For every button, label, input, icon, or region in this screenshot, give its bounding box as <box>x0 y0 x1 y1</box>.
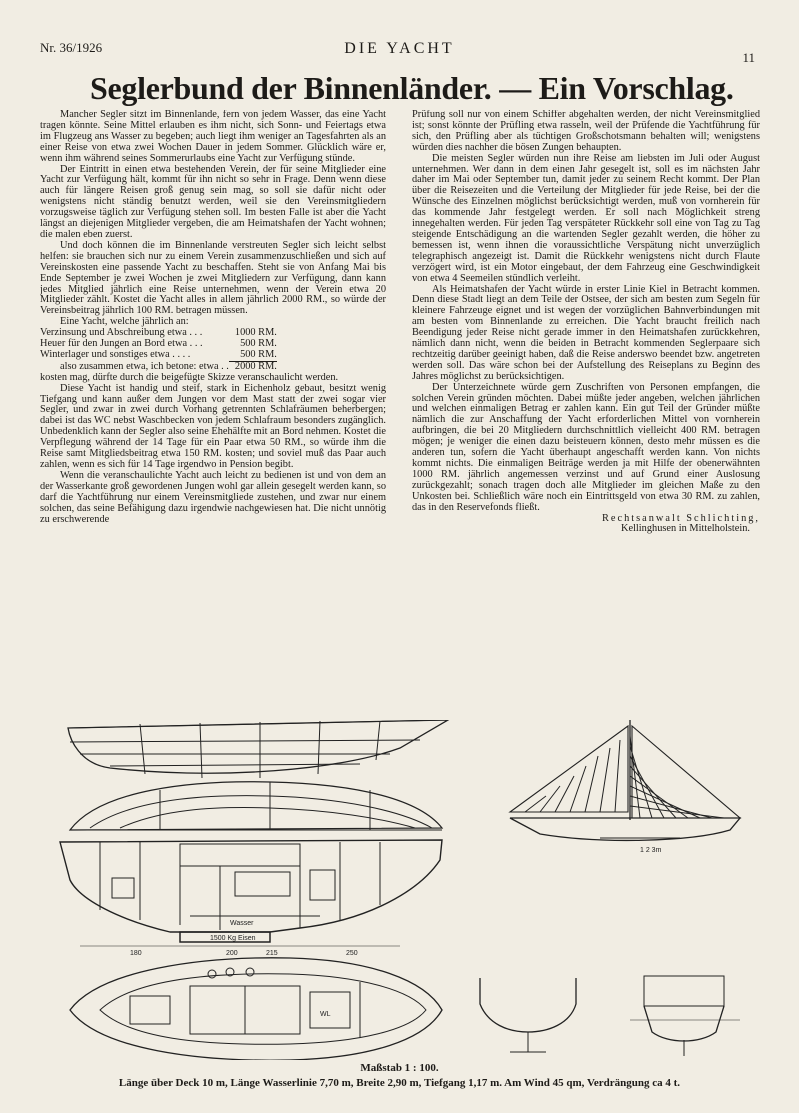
paragraph: Die meisten Segler würden nun ihre Reise am liebsten im Juli oder August unternehmen. Wer dann in dem einen Jahr gesegelt ist, soll es im nächsten Jahr daher im Mai oder September tun, damit jeder zu seinem Recht kommt. Der Plan über die Reisezeiten und die Verteilung der Mitglieder für jede Reise, bei der die Wünsche des Einzelnen möglichst berücksichtigt werden, muß von vornherein für das kommende Jahr festgelegt werden. Er soll nach Möglichkeit streng innegehalten werden. Für jeden Tag verspäteter Rückkehr soll eine von Tag zu Tag steigende Entschädigung an die wartenden Segler gezahlt werden, die höher zu bemessen ist, wenn ihnen die voraussichtliche Verspätung nicht unverzüglich telegraphisch angezeigt ist. Damit die Rückkehr wenigstens nicht durch Flaute verzögert wird, ist ein Motor eingebaut, der dem Fahrzeug eine Geschwindigkeit von etwa 4 Seemeilen stündlich verleiht. <box>412 152 760 284</box>
paragraph: Der Unterzeichnete würde gern Zuschriften von Personen empfangen, die solchen Verein gründen möchten. Dabei müßte jeder angeben, welchen jährlichen und welchen einmaligen Betrag er zahlen kann. Ein gut Teil der Gründer müßte nämlich die zur Anschaffung der Yacht erforderlichen Mittel von vornherein aufbringen, die bei 20 Mitgliedern durchschnittlich vielleicht 400 RM. betragen mögen; je weniger die einen dazu beisteuern können, desto mehr müssen es die anderen tun, sofern die Yacht überhaupt angeschafft werden kann. Von nichts kommt nichts. Die einmaligen Beiträge werden ja mit Hilfe der obenerwähnten 1000 RM. jährlich angemessen verzinst und auf Grund einer Auslosung zurückgezahlt; sonach tragen doch alle Mitglieder im gleichen Maße zu den Unkosten bei. Schließlich wäre noch ein Eintrittsgeld von etwa 30 RM. zu zahlen, das in den Reservefonds fließt. <box>412 381 760 513</box>
yacht-dimensions: Länge über Deck 10 m, Länge Wasserlinie 7,70 m, Breite 2,90 m, Tiefgang 1,17 m. Am Wind 45 qm, Verdrängung ca 4 t. <box>118 1077 681 1089</box>
ballast-label: 1500 Kg Eisen <box>210 935 256 942</box>
deck-plan <box>70 958 442 1060</box>
sail-plan <box>510 720 740 840</box>
cost-label: Heuer für den Jungen an Bord etwa . . . <box>40 338 203 350</box>
drawing-scale: Maßstab 1 : 100. <box>360 1062 439 1074</box>
costs-intro: Eine Yacht, welche jährlich an: <box>60 316 189 328</box>
cost-amount: 1000 RM. <box>234 327 277 339</box>
signature-place: Kellinghusen in Mittelholstein. <box>621 523 750 535</box>
paragraph: Prüfung soll nur von einem Schiffer abgehalten werden, der nicht Vereinsmitglied ist; sonst könnte der Prüfling etwa rasseln, weil der Prüfende die Yachtführung für sich, den Prüfling aber als tüchtigen Großschotsmann behalten will; wenigstens würden dies nachher die bösen Zungen behaupten. <box>412 110 760 153</box>
hull-longitudinal-section <box>60 840 442 946</box>
cost-label: Verzinsung und Abschreibung etwa . . . <box>40 327 203 339</box>
paragraph: Diese Yacht ist handig und steif, stark in Eichenholz gebaut, besitzt wenig Tiefgang und kann außer dem Jungen vor dem Mast statt der zwei sogar vier Segler, und zwar in zwei durch Vorhang getrennten Schlafräumen beherbergen; dabei ist das WC nebst Waschbecken von jedem Schlafraum besonders zugänglich. Unbedenklich kann der Segler also seine Ehehälfte mit an Bord nehmen. Kostet die Verpflegung während der 14 Tage für ein Paar etwa 50 RM., so würde ihm die Reise samt Mitgliedsbeitrag etwa 150 RM. kosten; und soviel muß das Paar auch zahlen, wenn es sich für 14 Tage irgendwo in Pension begibt. <box>40 382 386 470</box>
left-column <box>40 110 386 720</box>
water-tank-label: Wasser <box>230 920 254 927</box>
masthead: DIE YACHT <box>344 40 455 57</box>
cross-sections <box>480 976 740 1056</box>
frame-label: 180 <box>130 950 142 957</box>
right-column <box>412 110 760 722</box>
article-title: Seglerbund der Binnenländer. — Ein Vorschlag. <box>90 70 734 106</box>
cost-total-label: also zusammen etwa, ich betone: etwa . . <box>60 360 229 372</box>
issue-number: Nr. 36/1926 <box>40 40 103 55</box>
frame-label: 215 <box>266 950 278 957</box>
paragraph: Wenn die veranschaulichte Yacht auch leicht zu bedienen ist und von dem an der Wasserkante groß gewordenen Jungen wohl gar allein gesegelt werden kann, so darf die Yachtführung nur einem Vereinsmitgliede zustehen, und zwar nur einem solchen, das seine Befähigung dazu irgendwie nachgewiesen hat. Die nicht unnötig zu erschwerende <box>40 469 386 525</box>
paragraph: Der Eintritt in einen etwa bestehenden Verein, der für seine Mitglieder eine Yacht zur Verfügung hält, kommt für ihn nicht so sehr in Frage. Denn wenn diese auch für längere Reisen groß genug sein mag, so soll sie dafür nicht oder wenigstens nicht ständig benutzt werden, weil sie den Vereinsmitgliedern vorzugsweise täglich zur Verfügung stehen soll. Im besten Falle ist aber die Yacht längst an diejenigen Mitglieder vergeben, die am Heimatshafen der Yacht wohnen; die malen eben zuerst. <box>40 163 386 240</box>
signature-name: Rechtsanwalt Schlichting, <box>601 512 760 524</box>
paragraph: Und doch können die im Binnenlande verstreuten Segler sich leicht selbst helfen: sie brauchen sich nur zu einem Verein zusammenzuschließen und sich auf Vereinskosten eine passende Yacht zu beschaffen. Steht sie von Anfang Mai bis Ende September je zwei Wochen je zwei Mitgliedern zur Verfügung, dann kann jedes Mitglied jährlich eine Reise unternehmen, wenn der Verein etwa 20 Mitglieder zählt. Kostet die Yacht alles in allem jährlich 2000 RM., so würde der Vereinsbeitrag jährlich 100 RM. betragen müssen. <box>40 239 386 317</box>
yacht-construction-drawing <box>40 720 760 1060</box>
cost-total-amount: 2000 RM. <box>229 361 277 372</box>
cost-row <box>40 350 277 361</box>
frame-label: 250 <box>346 950 358 957</box>
frame-label: 200 <box>226 950 238 957</box>
page-number: 11 <box>742 50 755 65</box>
paragraph: Mancher Segler sitzt im Binnenlande, fern von jedem Wasser, das eine Yacht tragen könnte. Seine Mittel erlauben es ihm nicht, sich Sonn- und Feiertags etwa im Flugzeug ans Wasser zu begeben; auch liegt ihm weniger an Tagesfahrten als an einer Reise von etwa zwei Wochen Dauer in jedem Sommer. Glücklich wäre er, wenn ihm während seines Sommerurlaubs eine Yacht zur Verfügung stünde. <box>40 110 386 164</box>
hull-waterlines <box>70 782 442 830</box>
paragraph: Als Heimatshafen der Yacht würde in erster Linie Kiel in Betracht kommen. Denn diese Stadt liegt an dem Teile der Ostsee, der sich am besten zum Segeln für kleinere Fahrzeuge eignet und ist wegen der vorzüglichen Bahnverbindungen mit am besten vom Binnenlande zu erreichen. Die Yacht braucht freilich nach Beendigung jeder Reise nicht gerade immer in den Heimatshafen zurückkehren, nämlich dann nicht, wenn die beiden in Betracht kommenden Seglerpaare sich rechtzeitig darüber geeinigt haben, daß die Reise anderswo beendet bzw. angetreten werden soll. Das wäre schon bei der Aufstellung des Reiseplans zu Beginn des Jahres möglichst zu berücksichtigen. <box>412 283 760 382</box>
sail-scale-label: 1 2 3m <box>640 847 662 854</box>
paragraph: kosten mag, dürfte durch die beigefügte Skizze veranschaulicht werden. <box>40 371 339 383</box>
hull-profile-top <box>68 720 448 778</box>
cost-label: Winterlager und sonstiges etwa . . . . <box>40 349 191 361</box>
cost-amount: 500 RM. <box>240 348 277 360</box>
wc-label: WL <box>320 1011 331 1018</box>
cost-table <box>40 328 277 373</box>
cost-amount: 500 RM. <box>240 338 277 350</box>
